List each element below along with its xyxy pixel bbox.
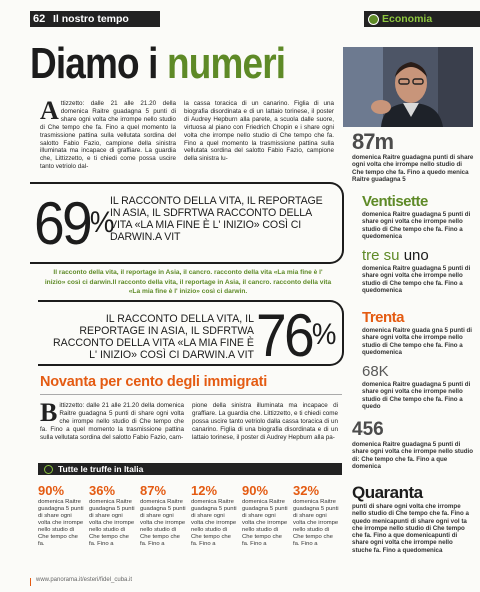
category-icon [368,14,379,25]
sidebar-stat [362,364,474,410]
sidebar-value: 87m [352,129,394,154]
stat-69-value: 69 [34,190,90,257]
sidebar-value: 456 [352,419,384,440]
sidebar-value: Quaranta [352,483,423,502]
stat-76-text: IL RACCONTO DELLA VITA, IL REPORTAGE IN ASIA, IL SDFRTWA RACCONTO DELLA VITA «LA MIA FINE È L' INIZIO» COSÌ CI DARWIN.A VIT [53,313,254,361]
footer-rule [30,578,31,586]
sidebar-stat [352,420,474,470]
truffe-text: domenica Raitre guadagna 5 punti di share ogni volta che irrompe nello studio di Che tempo che fa. Fino a [89,499,135,547]
stat-76-value: 76 [256,302,312,369]
sidebar-value-a: tre su [362,247,400,264]
section-label: Il nostro tempo [53,13,129,25]
sidebar-text: punti di share ogni volta che irrompe nello studio di Che tempo che fa. Fino a quedo menicapunti di share ogni vol ta che irrompe nello studio di Che tempo che fa. Fino a que domenicapunti di share ogni volta che irrompe nello stuche fa. Fino a quedomenica [352,503,469,554]
sidebar-text: domenica Raitre guadagna 5 punti di share ogni volta che irrompe nello studio di Che tempo che fa. Fino a quedomenica [362,265,471,294]
intro-col2-text: la cassa toracica di un canarino. Figlia di una biografia disordinata e di un lattaio torinese, il poster di Audrey Hepburn alla parete, a scuola dalle suore, virtuosa al piano con Friedrich Chopin e i share ogni volta che irrompe nello studio di Che tempo che fa. Fino a quel momento la trasmissione pattina sulla vellutata sordina del salotto Fabio Fazio, campione della sinistra lu- [184,100,334,163]
truffe-value: 36% [89,483,116,498]
page-headline [30,40,285,88]
article2-col2-text: pione della sinistra illuminata ma incapace di graffiare. La guardia che. Littizzetto, e ti chiedi come possa uscire tanto vetriolo dalla cassa toracica di un canarino. Figlia di una biografia disordinata e di un lattaio torinese, il poster di Audrey Hepburn alla pa- [192,402,338,441]
truffe-title: Tutte le truffe in Italia [58,464,144,474]
truffe-value: 87% [140,483,167,498]
stat-69-number [34,190,115,257]
article2-title-rule [40,394,342,395]
truffe-text: domenica Raitre guadagna 5 punti di share ogni volta che irrompe nello studio di Che tempo che fa. Fino a [191,499,237,547]
truffe-text: domenica Raitre guadagna 5 punti di share ogni volta che irrompe nello studio di Che tempo che fa. [38,499,84,547]
truffe-text: domenica Raitre guadagna 5 punti di share ogni volta che irrompe nello studio di Che tempo che fa. Fino a [140,499,186,547]
truffe-value: 90% [38,483,65,498]
green-callout-text: Il racconto della vita, il reportage in Asia, il cancro. racconto della vita «La mia fine è l' inizio» così ci darwin.Il racconto della vita, il reportage in Asia, il cancro. racconto della vita «La mia fine è l' inizio» così ci darwin. [44,269,332,295]
headline-part1: Diamo i [30,39,168,88]
truffe-item [140,484,186,548]
page-number: 62 [33,13,46,25]
truffe-value: 90% [242,483,269,498]
stat-76-percent: % [311,318,337,351]
truffe-item [38,484,84,548]
sidebar-text: domenica Raitre guadagna 5 punti di share ogni volta che irrompe nello studio di Che tempo che fa. Fino a quedomenica [362,211,471,240]
truffe-grid [38,484,342,572]
author-photo [343,47,473,127]
clock-icon [44,465,53,474]
truffe-text: domenica Raitre guadagna 5 punti di share ogni volta che irrompe nello studio di Che tempo che fa. Fino a [293,499,339,547]
footer-url[interactable]: www.panorama.it/esteri/fidel_cuba.it [36,577,133,583]
intro-column-1 [40,96,176,171]
sidebar-value: 68K [362,363,389,380]
sidebar-text: domenica Raitre guadagna 5 punti di share ogni volta che irrompe nello studio di: Che tempo che fa. Fino a que domenica [352,441,474,470]
intro-column-2 [184,100,334,163]
sidebar-stat [362,248,474,294]
article2-column-1 [40,398,184,442]
sidebar-stat [352,131,474,183]
photo-portrait-icon [343,47,473,127]
article2-title: Novanta per cento degli immigrati [40,374,268,390]
stat-69-text: IL RACCONTO DELLA VITA, IL REPORTAGE IN ASIA, IL SDFRTWA RACCONTO DELLA VITA «LA MIA FINE È L' INIZIO» COSÌ CI DARWIN.A VIT [110,195,323,243]
sidebar-value [362,248,474,263]
category-label: Economia [382,13,433,25]
article2-dropcap: B [40,398,58,427]
sidebar-stat [362,194,474,240]
truffe-item [191,484,237,548]
sidebar-value: Ventisette [362,193,428,210]
truffe-value: 12% [191,483,218,498]
sidebar-stat [362,310,474,356]
sidebar-text: domenica Raitre guadagna punti di share ogni volta che irrompe nello studio di Che tempo che fa. Fino a quedo menica Raitre guadagna 5 [352,154,474,183]
sidebar-stat [352,484,474,554]
sidebar-text: domenica Raitre guada gna 5 punti di share ogni volta che irrompe nello studio di Che tempo che fa. Fino a quedomenica [362,327,473,356]
truffe-item [242,484,288,548]
stat-76-number [256,302,337,369]
article2-col1-text: ittizzetto: dalle 21 alle 21.20 della domenica Raitre guadagna 5 punti di share ogni volta che irrompe nello studio di Che tempo che fa. Fino a quel momento la trasmissione pattina sulla vellutata sordina del salotto Fabio Fazio, cam- [40,402,184,441]
sidebar-value: Trenta [362,309,405,326]
headline-part2: numeri [167,39,286,88]
sidebar-text: domenica Raitre guadagna 5 punti di share ogni volta che irrompe nello studio di Che tempo che fa. Fino a quedo [362,381,471,410]
truffe-value: 32% [293,483,320,498]
truffe-text: domenica Raitre guadagna 5 punti di share ogni volta che irrompe nello studio di Che tempo che fa. Fino a [242,499,288,547]
article2-column-2 [192,402,338,442]
intro-col1-text: ttizzetto: dalle 21 alle 21.20 della domenica Raitre guadagna 5 punti di share ogni volta che irrompe nello studio di Che tempo che fa. Fino a quel momento la trasmissione pattina sulla vellutata sordina del salotto Fabio Fazio, campione della sinistra illuminata ma incapace di graffiare. La guardia che, Littizzetto, e ti chiedi come possa uscire tanto vetriolo dal- [40,100,176,171]
truffe-item [293,484,339,548]
sidebar-value-b: uno [403,247,429,264]
stat-69-percent: % [89,206,115,239]
truffe-item [89,484,135,548]
intro-dropcap: A [40,96,59,125]
